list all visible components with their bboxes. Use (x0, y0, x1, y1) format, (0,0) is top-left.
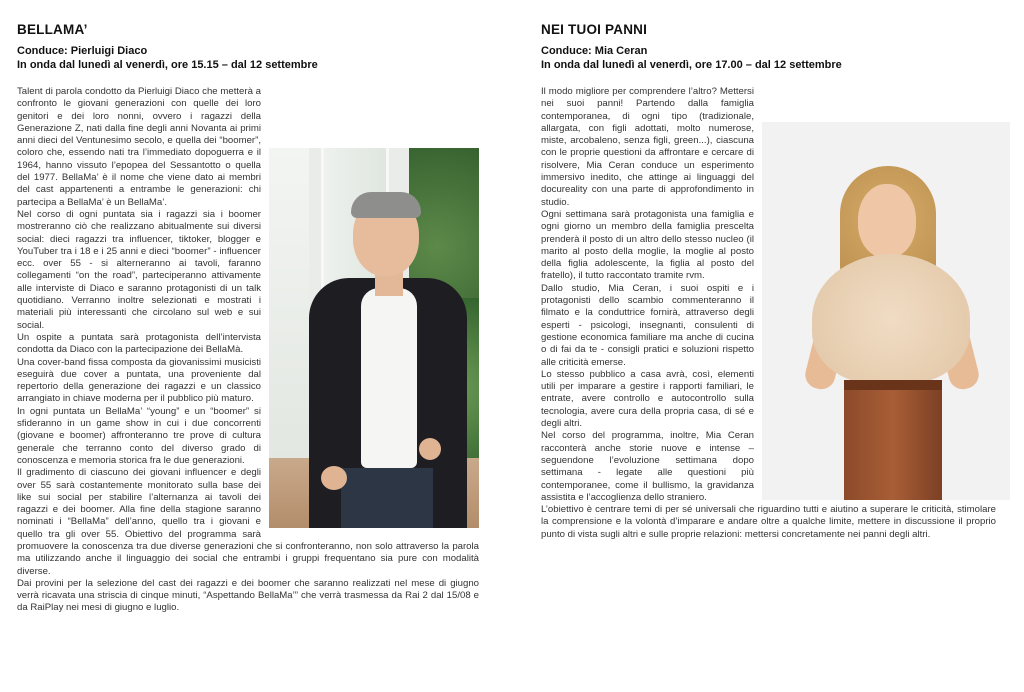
article-body (17, 86, 479, 615)
paragraph: Ogni settimana sarà protagonista una famiglia e ogni giorno un membro della famiglia prescelta prenderà il posto di un altro dello stesso nucleo (il marito al posto della moglie, la moglie al posto della figlia adolescente, la figlia al posto del fratello), il tutto raccontato tramite rvm. (541, 208, 754, 282)
paragraph: Nel corso del programma, inoltre, Mia Ceran racconterà anche storie nuove e intense – seguendone l’evoluzione settimana dopo settimana - legate alle questioni più contemporanee, come il bullismo, la gravidanza assistita e l’accoglienza dello straniero. (541, 430, 754, 503)
program-title: NEI TUOI PANNI (541, 22, 648, 37)
program-title: BELLAMA’ (17, 22, 88, 37)
host-photo-mia-ceran (762, 122, 1010, 500)
host-line: Conduce: Mia Ceran (541, 45, 648, 57)
host-line: Conduce: Pierluigi Diaco (17, 45, 148, 57)
paragraph: Talent di parola condotto da Pierluigi Diaco che metterà a confronto le giovani generazioni con quelle dei loro genitori e dei loro nonni, ovvero i ragazzi della Generazione Z, nati dalla fine degli anni Novanta ai primi anni dieci del Ventunesimo secolo, e quella dei “boomer”, coloro che, essendo nati tra l’immediato dopoguerra e il 1964, hanno vissuto l’epopea del Sessantotto o quella del 1977. BellaMa’ è il nome che viene dato ai membri del cast appartenenti a entrambe le generazioni: chi partecipa a BellaMa’ è un BellaMa’. (17, 86, 261, 208)
airtime-line: In onda dal lunedì al venerdì, ore 17.00 – dal 12 settembre (541, 59, 842, 71)
paragraph: Lo stesso pubblico a casa avrà, così, elementi utili per imparare a gestire i rapporti familiari, le entrate, avere controllo e autocontrollo sulla tecnologia, avere cura della propria casa, di sé e degli altri. (541, 368, 754, 430)
host-photo-pierluigi-diaco (269, 148, 479, 528)
paragraph: L’obiettivo è centrare temi di per sé universali che riguardino tutti e aiutino a superare le criticità, stimolare la comprensione e la volontà d’imparare e andare oltre a qualche limite, mettere in discussione il proprio punto di vista sugli altri e sulle proprie relazioni: mettersi concretamente nei panni degli altri. (541, 504, 996, 540)
paragraph: Dallo studio, Mia Ceran, i suoi ospiti e i protagonisti dello scambio commenteranno il filmato e la conduttrice fornirà, attraverso degli esperti - psicologi, insegnanti, consulenti di gestione economica familiare ma anche di cucina o di fai da te - consigli pratici e soluzioni rispetto alle criticità emerse. (541, 282, 754, 368)
paragraph: Il modo migliore per comprendere l’altro? Mettersi nei suoi panni! Partendo dalla famiglia contemporanea, di ogni tipo (tradizionale, allargata, con figli adottati, molto numerose, miste, arcobaleno, senza figli, green...), ciascuna con le proprie questioni da affrontare e cercare di risolvere, Mia Ceran conduce un esperimento immersivo inedito, che attinge ai linguaggi del docureality con una parte di approfondimento in studio. (541, 86, 754, 208)
article-body (541, 86, 996, 541)
paragraph: In ogni puntata un BellaMa’ “young” e un “boomer” si sfideranno in un game show in cui i due concorrenti (giovane e boomer) affronteranno tre prove di cultura generale che terranno conto del diverso grado di conoscenza e memoria storica fra le due generazioni. (17, 405, 261, 466)
airtime-line: In onda dal lunedì al venerdì, ore 15.15 – dal 12 settembre (17, 59, 318, 71)
paragraph: Il gradimento di ciascuno dei giovani influencer e degli over 55 sarà costantemente monitorato sulla base dei like sui social per stabilire l’alternanza ai tavoli dei ragazzi e dei boomer. Alla fine della stagione saranno nominati i “BellaMa” dell’anno, quello tra i giovani e quello tra gli over 55. Obiettivo del programma sarà promuovere la conoscenza tra due diverse generazioni che si confronteranno, non solo attraverso la parola ma utilizzando anche il linguaggio dei social che entrambi i gruppi frequentano sia pure con modalità diverse. (17, 467, 479, 577)
paragraph: Dai provini per la selezione del cast dei ragazzi e dei boomer che saranno realizzati nel mese di giugno verrà ricavata una striscia di cinque minuti, “Aspettando BellaMa’” che verrà trasmessa da Rai 2 dal 15/08 e da RaiPlay nei mesi di giugno e luglio. (17, 577, 479, 614)
paragraph: Una cover-band fissa composta da giovanissimi musicisti eseguirà due cover a puntata, una proveniente dal repertorio della generazione dei ragazzi e un classico arrangiato in chiave moderna per il pubblico più maturo. (17, 356, 261, 405)
paragraph: Nel corso di ogni puntata sia i ragazzi sia i boomer mostreranno ciò che realizzano abitualmente sui diversi social: dieci ragazzi tra influencer, tiktoker, blogger e YouTuber tra i 18 e i 25 anni e dieci “boomer” - influencer ecc. over 55 - si alterneranno ai tavoli, faranno collegamenti “on the road”, parteciperanno attivamente alle interviste di Diaco e saranno protagonisti di un talk quotidiano. Verranno inoltre selezionati e mostrati i materiali più interessanti che circolano sul web e sui social. (17, 208, 261, 331)
paragraph: Un ospite a puntata sarà protagonista dell’intervista condotta da Diaco con la partecipazione dei BellaMà. (17, 331, 261, 356)
